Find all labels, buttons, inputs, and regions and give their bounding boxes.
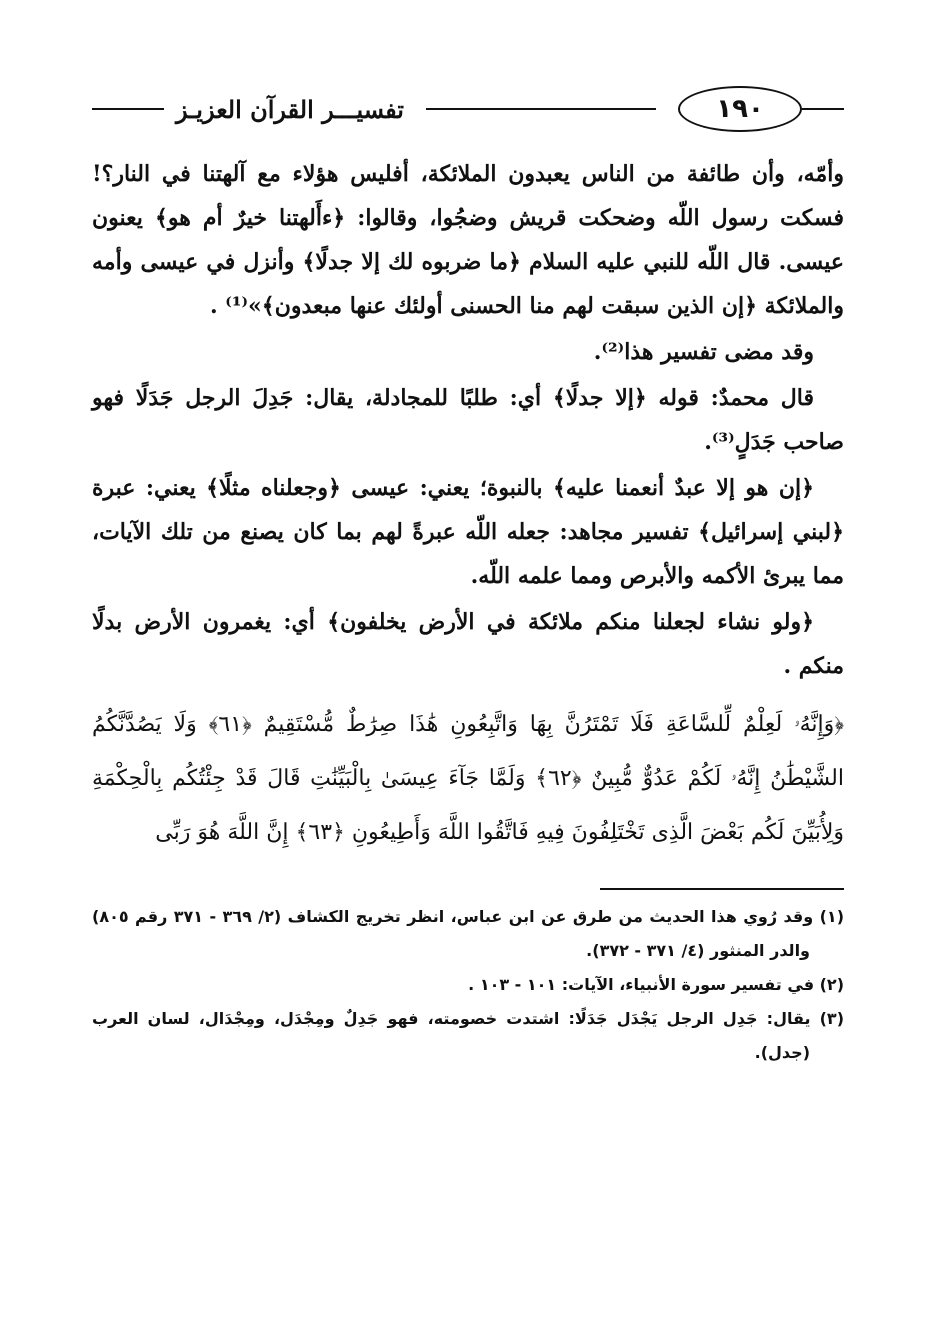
page-number-badge: ١٩٠ — [678, 86, 802, 132]
header-rule-left — [92, 108, 164, 110]
footnotes — [92, 900, 844, 1070]
header-rule-middle — [426, 108, 656, 110]
running-title: تفسيـــر القرآن العزيـز — [176, 94, 404, 124]
paragraph-4: ﴿إن هو إلا عبدٌ أنعمنا عليه﴾ بالنبوة؛ يعني: عيسى ﴿وجعلناه مثلًا﴾ يعني: عبرة ﴿لبني إسرائيل﴾ تفسير مجاهد: جعله اللّه عبرةً لهم بما كان يصنع من تلك الآيات، مما يبرئ الأكمه والأبرص ومما علمه اللّه. — [92, 475, 844, 589]
paragraph-1: وأمّه، وأن طائفة من الناس يعبدون الملائكة، أفليس هؤلاء مع آلهتنا في النار؟! فسكت رسول اللّه وضحكت قريش وضجُوا، وقالوا: ﴿ءأَلهتنا خيرٌ أم هو﴾ يعنون عيسى. قال اللّه للنبي عليه السلام ﴿ما ضربوه لك إلا جدلًا﴾ وأنزل في عيسى وأمه والملائكة ﴿إن الذين سبقت لهم منا الحسنى أولئك عنها مبعدون﴾»⁽¹⁾ . — [92, 161, 844, 319]
book-page — [92, 80, 844, 1300]
footnote-3: (٣) يقال: جَدِل الرجل يَجْدَل جَدَلًا: اشتدت خصومته، فهو جَدِلٌ ومِجْدَل، ومِجْدَال، لسان العرب (جدل). — [92, 1009, 844, 1062]
header-rule-right — [802, 108, 844, 110]
main-text — [92, 152, 844, 688]
paragraph-5: ﴿ولو نشاء لجعلنا منكم ملائكة في الأرض يخلفون﴾ أي: يغمرون الأرض بدلًا منكم . — [92, 609, 844, 679]
page-header — [92, 80, 844, 138]
paragraph-2: وقد مضى تفسير هذا⁽²⁾. — [593, 339, 814, 365]
footnote-1: (١) وقد رُوي هذا الحديث من طرق عن ابن عباس، انظر تخريج الكشاف (٢/ ٣٦٩ - ٣٧١ رقم ٨٠٥) والدر المنثور (٤/ ٣٧١ - ٣٧٢). — [92, 907, 844, 960]
footnote-separator — [600, 888, 844, 890]
footnote-2: (٢) في تفسير سورة الأنبياء، الآيات: ١٠١ - ١٠٣ . — [468, 975, 844, 994]
paragraph-3: قال محمدٌ: قوله ﴿إلا جدلًا﴾ أي: طلبًا للمجادلة، يقال: جَدِلَ الرجل جَدَلًا فهو صاحب جَدَلٍ⁽³⁾. — [92, 385, 844, 455]
quran-verses: ﴿وَإِنَّهُۥ لَعِلْمٌ لِّلسَّاعَةِ فَلَا تَمْتَرُنَّ بِهَا وَاتَّبِعُونِ هَٰذَا صِرَٰطٌ مُّسْتَقِيمٌ ﴿٦١﴾ وَلَا يَصُدَّنَّكُمُ الشَّيْطَٰنُ إِنَّهُۥ لَكُمْ عَدُوٌّ مُّبِينٌ ﴿٦٢﴾ وَلَمَّا جَآءَ عِيسَىٰ بِالْبَيِّنَٰتِ قَالَ قَدْ جِئْتُكُم بِالْحِكْمَةِ وَلِأُبَيِّنَ لَكُم بَعْضَ الَّذِى تَخْتَلِفُونَ فِيهِ فَاتَّقُوا اللَّهَ وَأَطِيعُونِ ﴿٦٣﴾ إِنَّ اللَّهَ هُوَ رَبِّى — [92, 712, 844, 845]
